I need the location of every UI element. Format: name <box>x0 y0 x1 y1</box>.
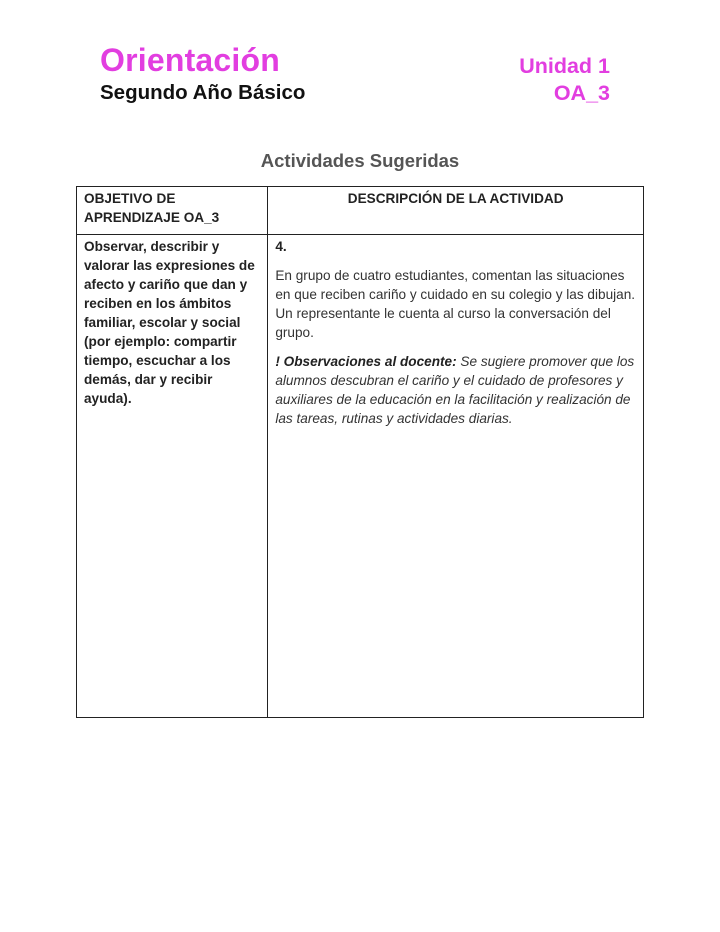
objective-column-header: OBJETIVO DE APRENDIZAJE OA_3 <box>77 187 268 235</box>
table-row <box>77 235 644 718</box>
teacher-note-label: ! Observaciones al docente: <box>275 354 457 369</box>
activity-cell <box>268 235 644 718</box>
oa-code-label: OA_3 <box>553 81 610 105</box>
grade-subtitle: Segundo Año Básico <box>100 81 306 104</box>
unit-label: Unidad 1 <box>519 54 610 78</box>
activity-table <box>76 186 644 718</box>
teacher-note-text: Se sugiere promover que los alumnos descubran el cariño y el cuidado de profesores y auxiliares de la educación en la facilitación y realización de las tareas, rutinas y actividades diarias. <box>275 354 635 426</box>
teacher-note <box>275 352 636 428</box>
description-column-header: DESCRIPCIÓN DE LA ACTIVIDAD <box>268 187 644 235</box>
table-header-row <box>77 187 644 235</box>
activity-description: En grupo de cuatro estudiantes, comentan las situaciones en que reciben cariño y cuidado en su colegio y las dibujan. Un representante le cuenta al curso la conversación del grupo. <box>275 268 636 340</box>
objective-text: Observar, describir y valorar las expresiones de afecto y cariño que dan y reciben en los ámbitos familiar, escolar y social (por ejemplo: compartir tiempo, escuchar a los demás, dar y recibir ayuda). <box>84 239 255 406</box>
section-title: Actividades Sugeridas <box>260 150 460 171</box>
activity-number: 4. <box>275 239 287 254</box>
objective-cell <box>77 235 268 718</box>
page-title: Orientación <box>100 42 281 78</box>
